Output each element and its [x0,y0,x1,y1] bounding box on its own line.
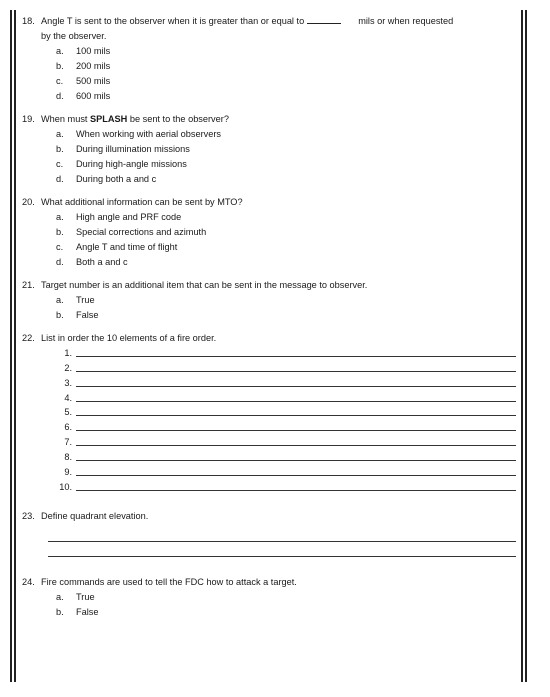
answer-line[interactable] [76,430,516,431]
option-c[interactable]: c. 500 mils [56,76,111,86]
option-b[interactable]: b. 200 mils [56,61,111,71]
answer-line[interactable] [76,490,516,491]
question-24 [22,575,518,620]
question-21 [22,278,518,323]
question-text-cont: mils or when requested [358,16,454,26]
answer-line[interactable] [48,527,516,542]
question-number: 23. [22,510,35,521]
fire-order-item: 1. [22,346,518,361]
question-number: 20. [22,197,35,207]
question-text-cont: be sent to the observer? [127,114,229,124]
option-c[interactable]: c. During high-angle missions [56,159,187,169]
option-a[interactable]: a. True [56,591,95,602]
option-d[interactable]: d. During both a and c [56,174,157,184]
question-text: Define quadrant elevation. [41,510,149,521]
option-c[interactable]: c. Angle T and time of flight [56,242,178,252]
option-d[interactable]: d. 600 mils [56,91,111,101]
option-b[interactable]: b. False [56,310,99,320]
fire-order-item: 9. [22,465,518,480]
option-a[interactable]: a. 100 mils [56,46,111,56]
left-margin-rule-outer [10,10,12,682]
right-margin-rule-inner [521,10,523,682]
question-text-bold: SPLASH [90,114,128,124]
fire-order-item: 4. [22,391,518,406]
question-18 [22,14,518,104]
question-text: List in order the 10 elements of a fire order. [41,333,217,343]
fire-order-item: 10. [22,480,518,495]
question-number: 22. [22,333,35,343]
question-text: Target number is an additional item that can be sent in the message to observer. [41,280,368,290]
right-margin-rule-outer [525,10,527,682]
question-number: 19. [22,114,35,124]
question-text: Angle T is sent to the observer when it is greater than or equal to [41,16,305,26]
answer-line[interactable] [76,371,516,372]
answer-line[interactable] [76,356,516,357]
question-20 [22,195,518,270]
question-text-cont2: by the observer. [41,31,107,41]
question-number: 21. [22,280,35,290]
fire-order-item: 5. [22,406,518,421]
question-22 [22,331,518,495]
question-number: 18. [22,16,35,26]
answer-blank[interactable] [307,14,341,24]
option-b[interactable]: b. False [56,606,99,617]
option-b[interactable]: b. Special corrections and azimuth [56,227,207,237]
question-text: What additional information can be sent by MTO? [41,197,243,207]
option-a[interactable]: a. True [56,295,95,305]
fire-order-item: 3. [22,376,518,391]
option-a[interactable]: a. When working with aerial observers [56,129,222,139]
fire-order-item: 8. [22,450,518,465]
question-23 [22,509,518,557]
question-number: 24. [22,576,35,587]
option-a[interactable]: a. High angle and PRF code [56,212,182,222]
answer-line[interactable] [76,415,516,416]
option-b[interactable]: b. During illumination missions [56,144,190,154]
answer-line[interactable] [76,460,516,461]
fire-order-item: 7. [22,435,518,450]
question-19 [22,112,518,187]
answer-line[interactable] [76,401,516,402]
left-margin-rule-inner [14,10,16,682]
answer-line[interactable] [76,475,516,476]
question-text: Fire commands are used to tell the FDC how to attack a target. [41,576,297,587]
option-d[interactable]: d. Both a and c [56,257,128,267]
answer-line[interactable] [76,386,516,387]
answer-line[interactable] [76,445,516,446]
answer-line[interactable] [48,542,516,557]
fire-order-item: 6. [22,420,518,435]
fire-order-item: 2. [22,361,518,376]
worksheet [22,14,518,627]
question-text: When must [41,114,91,124]
